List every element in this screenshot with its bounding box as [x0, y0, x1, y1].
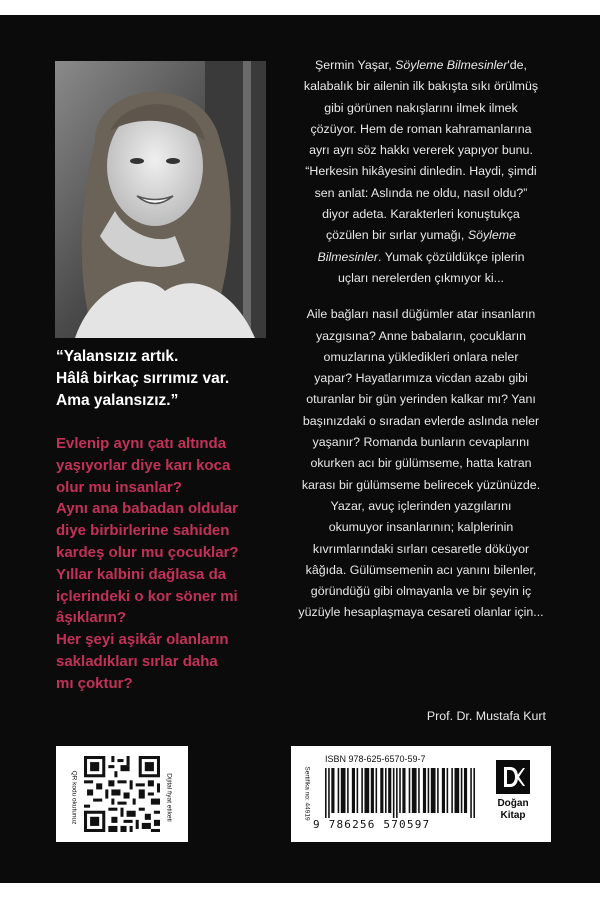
- blurb-line: yapar? Hayatlarımıza vicdan azabı gibi: [314, 371, 528, 386]
- blurb-line: sen anlat: Aslında ne oldu, nasıl oldu?”: [314, 185, 528, 200]
- question-line: yaşıyorlar diye karı koca: [56, 456, 231, 474]
- blurb-line: Yazar, avuç içlerinden yazgılarını: [330, 498, 512, 513]
- blurb-line: göründüğü gibi olmayanla ve bir şeyin iç: [310, 584, 532, 599]
- question-line: âşıkların?: [56, 609, 127, 627]
- blurb-paragraph-1: [291, 55, 551, 289]
- question-line: içlerindeki o kor söner mi: [56, 587, 238, 605]
- question-line: olur mu insanlar?: [56, 478, 182, 496]
- question-line: kardeş olur mu çocuklar?: [56, 543, 239, 561]
- publisher-name: Doğan Kitap: [497, 798, 529, 821]
- blurb: [291, 55, 551, 624]
- blurb-line: gibi görünen nakışlarını ilmek ilmek: [324, 100, 518, 115]
- publisher-logo: [488, 756, 538, 832]
- isbn-label: [291, 746, 551, 842]
- blurb-line: Aile bağları nasıl düğümler atar insanların: [306, 307, 536, 322]
- blurb-signature: Prof. Dr. Mustafa Kurt: [426, 709, 546, 723]
- question-line: Yıllar kalbini dağlasa da: [56, 565, 227, 583]
- blurb-line: yaşanır? Romanda bunların cevaplarını: [312, 435, 530, 450]
- blurb-line: yazgısına? Anne babaların, çocukların: [315, 328, 527, 343]
- blurb-line: karası bir gülümseme belirecek yüzünüzde.: [301, 477, 541, 492]
- quote-line: Hâlâ birkaç sırrımız var.: [56, 370, 230, 387]
- blurb-line: kalabalık bir ailenin ilk bakışta sıkı örülmüş: [303, 79, 539, 94]
- questions-text: [56, 433, 296, 695]
- qr-price-label: [56, 746, 188, 842]
- isbn-number: ISBN 978-625-6570-59-7: [325, 754, 426, 764]
- back-cover: [0, 15, 600, 883]
- blurb-line: yüzüyle hesaplaşmaya cesareti olanlar için...: [298, 605, 544, 620]
- question-line: diye birbirlerine sahiden: [56, 522, 230, 540]
- question-line: mı çoktur?: [56, 674, 133, 692]
- blurb-line: uçları nerelerden çıkmıyor ki...: [338, 270, 504, 285]
- blurb-line: başınızdaki o sıradan evlerde aslında neler: [302, 413, 540, 428]
- blurb-line: “Herkesin hikâyesini dinledin. Haydi, şimdi: [305, 164, 537, 179]
- blurb-line: kâğıda. Gülümsemenin acı yanını bilenler,: [305, 562, 537, 577]
- blurb-line: çözüyor. Hem de roman kahramanlarına: [310, 121, 532, 136]
- quote-line: Ama yalansızız.”: [56, 392, 179, 409]
- question-line: Aynı ana babadan oldular: [56, 500, 238, 518]
- qr-instruction: QR kodu okutunuz: [70, 770, 78, 825]
- blurb-line: oturanlar bir gün yerinden kalkar mı? Yanı: [306, 392, 536, 407]
- quote-line: “Yalansızız artık.: [56, 348, 179, 365]
- blurb-paragraph-2: [291, 304, 551, 623]
- blurb-line: Şermin Yaşar, Söyleme Bilmesinler'de,: [315, 58, 527, 72]
- blurb-line: diyor adeta. Karakterleri konuştukça: [322, 207, 520, 222]
- barcode-icon: [325, 768, 475, 818]
- question-line: Her şeyi aşikâr olanların: [56, 631, 229, 649]
- pull-quote: [56, 346, 286, 412]
- digital-price-label: Dijital fiyat etiketi: [165, 773, 173, 822]
- qr-code-icon[interactable]: [84, 756, 160, 832]
- blurb-line: okurken acı bir gülümseme, hatta katran: [310, 456, 532, 471]
- barcode-number: 9 786256 570597: [313, 818, 431, 831]
- blurb-line: omuzlarına yükledikleri onlara neler: [323, 349, 519, 364]
- publisher-logo-icon: [496, 760, 530, 794]
- blurb-line: ayrı ayrı söz hakkı vererek yapıyor bunu.: [309, 143, 533, 158]
- blurb-line: Bilmesinler. Yumak çözüldükçe iplerin: [317, 249, 525, 264]
- blurb-line: kıvrımlarındaki sırları cesaretle döküyor: [312, 541, 530, 556]
- author-photo: [55, 61, 266, 338]
- certificate-number: Sertifika no: 44919: [303, 766, 311, 821]
- question-line: Evlenip aynı çatı altında: [56, 435, 227, 452]
- blurb-line: okumuyor insanlarının; kalplerinin: [328, 520, 514, 535]
- blurb-line: çözülen bir sırlar yumağı, Söyleme: [325, 228, 517, 243]
- question-line: sakladıkları sırlar daha: [56, 652, 218, 670]
